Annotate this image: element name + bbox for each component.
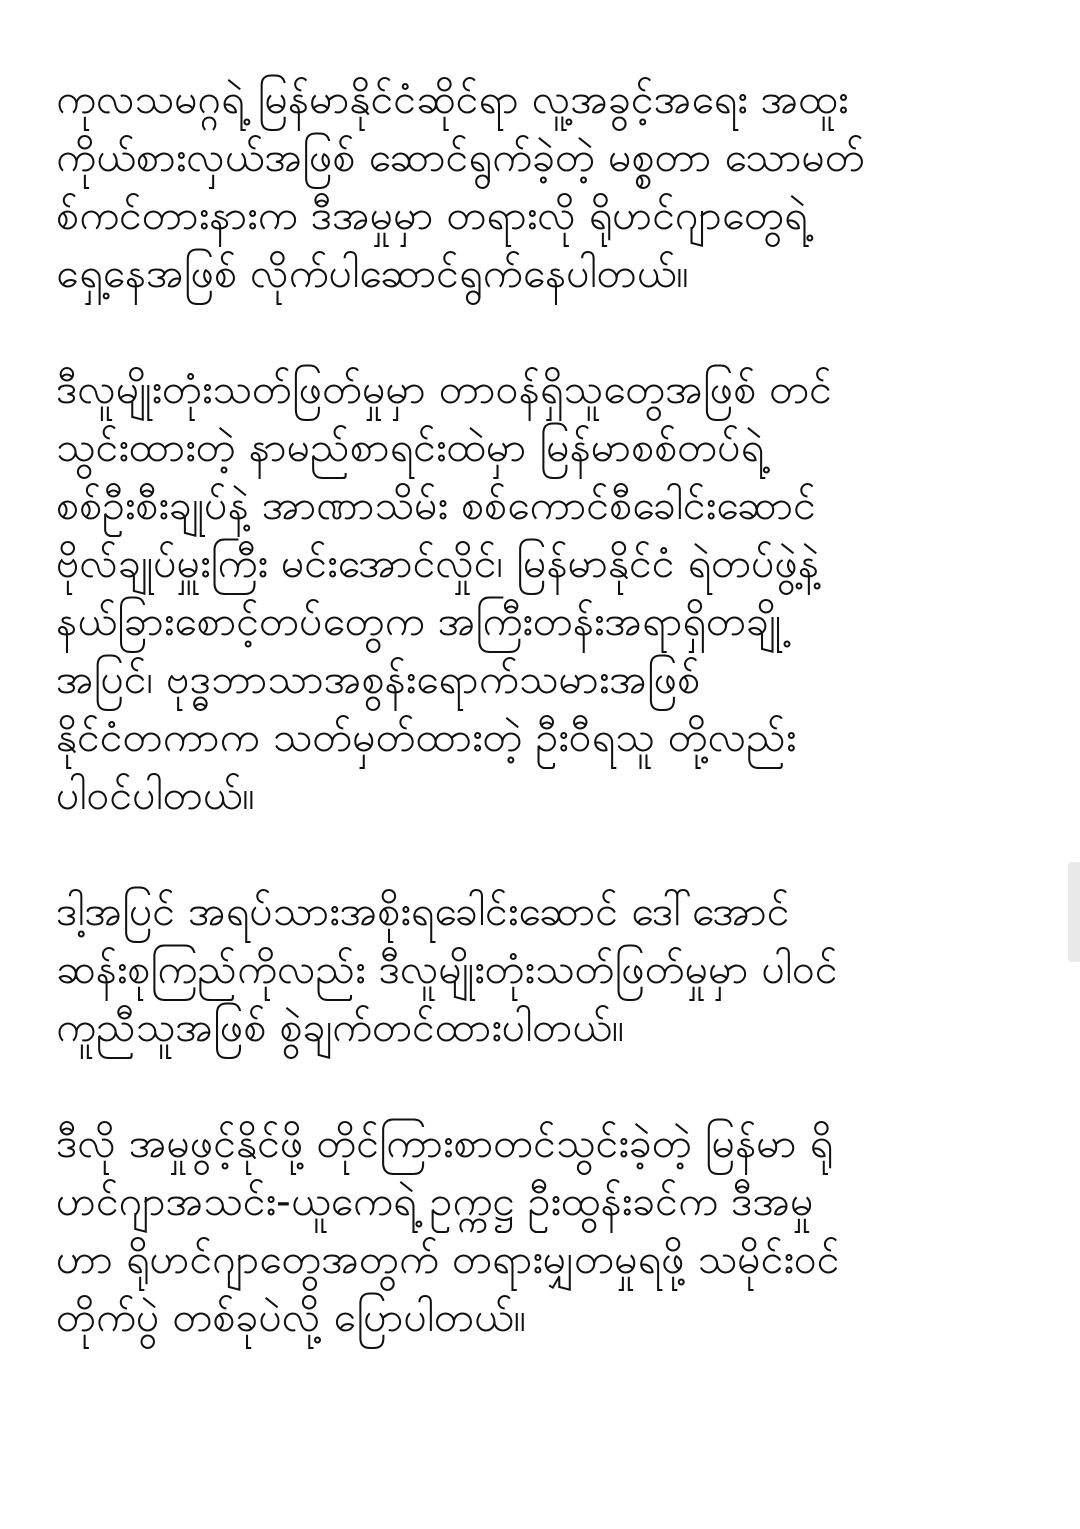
paragraph-1 — [56, 70, 1046, 302]
text-line: ဒီလို အမှုဖွင့်နိုင်ဖို့ တိုင်ကြားစာတင်သွင်းခဲ့တဲ့ မြန်မာ ရို — [56, 1119, 834, 1167]
text-line: နယ်ခြားစောင့်တပ်တွေက အကြီးတန်းအရာရှိတချို့ — [56, 597, 782, 645]
text-line: ဆန်းစုကြည်ကိုလည်း ဒီလူမျိုးတုံးသတ်ဖြတ်မှုမှာ ပါဝင် — [56, 945, 838, 993]
paragraph-2 — [56, 360, 1046, 824]
text-line: စစ်ဦးစီးချုပ်နဲ့ အာဏာသိမ်း စစ်ကောင်စီခေါင်းဆောင် — [56, 481, 817, 529]
text-line: ဟင်ဂျာအသင်း-ယူကေရဲ့ ဥက္ကဋ္ဌ ဦးထွန်းခင်က ဒီအမှု — [56, 1177, 814, 1225]
article-body — [56, 70, 1046, 1404]
text-line: ရှေ့နေအဖြစ် လိုက်ပါဆောင်ရွက်နေပါတယ်။ — [56, 249, 689, 297]
text-line: ပါဝင်ပါတယ်။ — [56, 771, 255, 819]
scrollbar-handle[interactable] — [1068, 862, 1080, 962]
text-line: တိုက်ပွဲ တစ်ခုပဲလို့ ပြောပါတယ်။ — [56, 1293, 527, 1341]
paragraph-4 — [56, 1114, 1046, 1346]
text-line: ဗိုလ်ချုပ်မှူးကြီး မင်းအောင်လှိုင်၊ မြန်မာနိုင်ငံ ရဲတပ်ဖွဲ့နဲ့ — [56, 539, 820, 587]
text-line: ကူညီသူအဖြစ် စွဲချက်တင်ထားပါတယ်။ — [56, 1003, 625, 1051]
text-line: သွင်းထားတဲ့ နာမည်စာရင်းထဲမှာ မြန်မာစစ်တပ်ရဲ့ — [56, 423, 765, 471]
paragraph-3 — [56, 882, 1046, 1056]
text-line: အပြင်၊ ဗုဒ္ဓဘာသာအစွန်းရောက်သမားအဖြစ် — [56, 655, 701, 703]
text-line: ကိုယ်စားလှယ်အဖြစ် ဆောင်ရွက်ခဲ့တဲ့ မစ္စတာ သောမတ် — [56, 133, 865, 181]
text-line: ဟာ ရိုဟင်ဂျာတွေအတွက် တရားမျှတမှုရဖို့ သမိုင်းဝင် — [56, 1235, 840, 1283]
text-line: ဒီလူမျိုးတုံးသတ်ဖြတ်မှုမှာ တာဝန်ရှိသူတွေအဖြစ် တင် — [56, 365, 832, 413]
text-line: ကုလသမဂ္ဂရဲ့ မြန်မာနိုင်ငံဆိုင်ရာ လူ့အခွင့်အရေး အထူး — [56, 75, 849, 123]
text-line: စ်ကင်တားနားက ဒီအမှုမှာ တရားလို ရိုဟင်ဂျာတွေရဲ့ — [56, 191, 808, 239]
text-line: နိုင်ငံတကာက သတ်မှတ်ထားတဲ့ ဦးဝီရသူ တို့လည်း — [56, 713, 797, 761]
text-line: ဒါ့အပြင် အရပ်သားအစိုးရခေါင်းဆောင် ဒေါ်အောင် — [56, 887, 790, 935]
